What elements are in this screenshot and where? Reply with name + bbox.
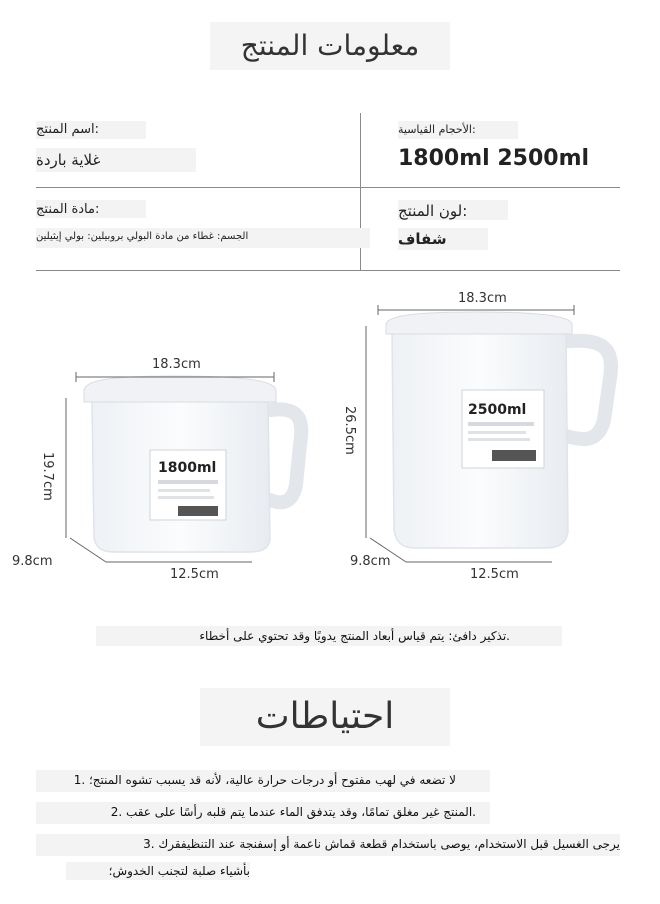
color-label: :لون المنتج (398, 202, 468, 220)
precaution-item-3: يرجى الغسيل قبل الاستخدام، يوصى باستخدام قطعة قماش ناعمة أو إسفنجة عند التنظيفقرك .3 (143, 837, 620, 851)
precaution-item-2: .المنتج غير مغلق تمامًا، وقد يتدفق الماء عندما يتم قلبه رأسًا على عقب .2 (110, 805, 476, 819)
section-title-precautions: احتياطات (200, 688, 450, 746)
product-name-value: غلاية باردة (36, 151, 101, 169)
precaution-item-3-continued: بأشياء صلبة لتجنب الخدوش؛ (108, 864, 250, 878)
large-jug-width: 18.3cm (458, 291, 507, 306)
jug-dimensions-illustration (0, 280, 660, 590)
precaution-item-1: لا تضعه في لهب مفتوح أو درجات حرارة عالية، لأنه قد يسبب تشوه المنتج؛ .1 (73, 773, 456, 787)
section-title-product-info: معلومات المنتج (210, 22, 450, 70)
divider-horizontal (36, 187, 620, 188)
small-jug-depth: 9.8cm (12, 554, 53, 569)
large-jug-depth: 9.8cm (350, 554, 391, 569)
standard-sizes-value: 1800ml 2500ml (398, 146, 590, 171)
color-value: شفاف (398, 230, 447, 248)
large-jug-capacity: 2500ml (468, 402, 527, 418)
measurement-note: .تذكير دافئ: يتم قياس أبعاد المنتج يدويًا وقد تحتوي على أخطاء (199, 629, 510, 643)
small-jug (84, 376, 301, 552)
small-jug-width: 18.3cm (152, 357, 201, 372)
large-jug (386, 312, 611, 548)
large-jug-base: 12.5cm (470, 567, 519, 582)
material-value: الجسم: غطاء من مادة البولي بروبيلين: بولي إيثيلين (36, 231, 249, 242)
small-jug-base: 12.5cm (170, 567, 219, 582)
divider-horizontal (36, 270, 620, 271)
large-jug-height: 26.5cm (342, 406, 357, 455)
standard-sizes-label: :الأحجام القياسية (398, 123, 476, 136)
small-jug-height: 19.7cm (40, 452, 55, 501)
small-jug-capacity: 1800ml (158, 460, 217, 476)
material-label: :مادة المنتج (36, 202, 100, 217)
product-name-label: :اسم المنتج (36, 122, 99, 137)
